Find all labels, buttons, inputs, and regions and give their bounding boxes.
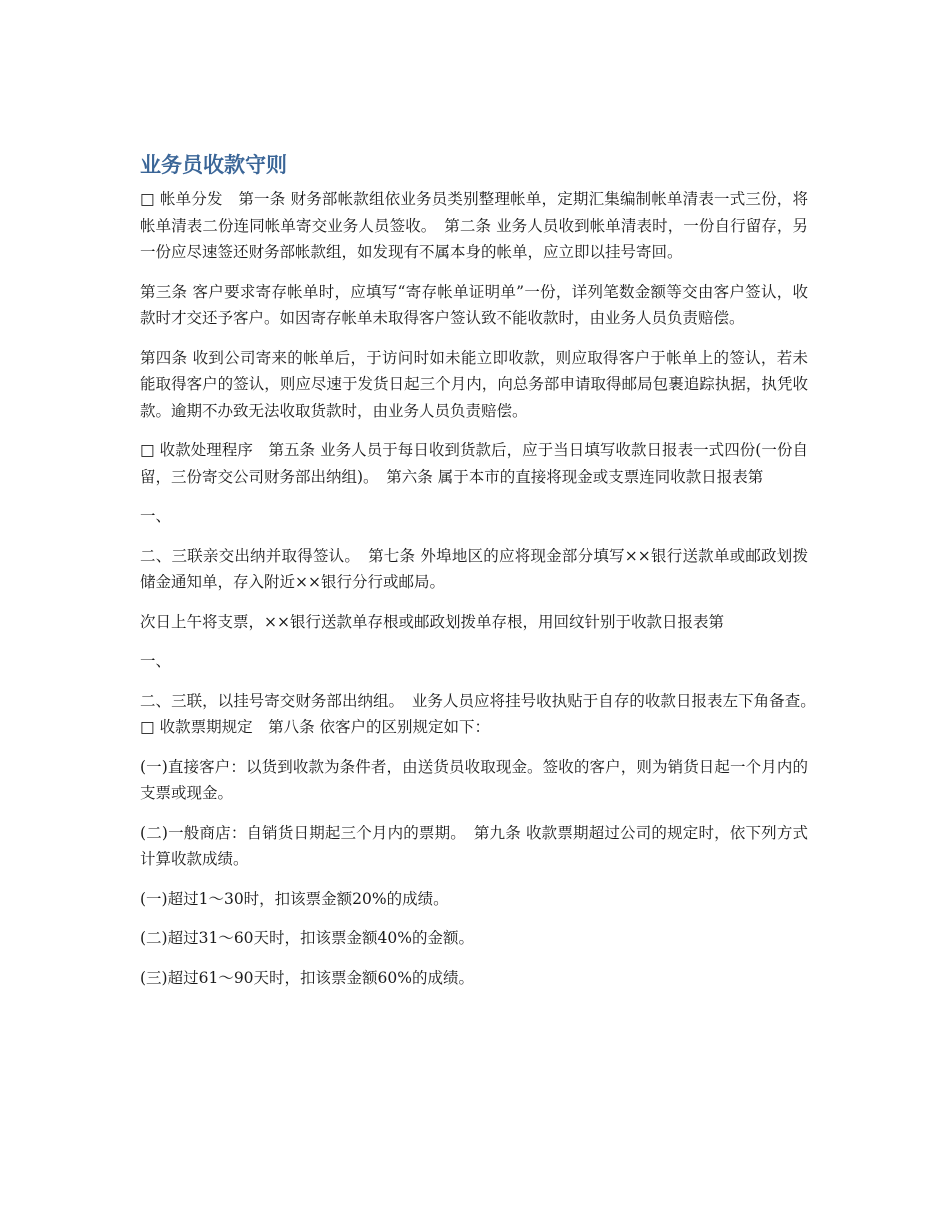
paragraph-1: □ 帐单分发 第一条 财务部帐款组依业务员类别整理帐单，定期汇集编制帐单清表一式三份，将帐单清表二份连同帐单寄交业务人员签收。 第二条 业务人员收到帐单清表时，一份自行留存，另一份应尽速签还财务部帐款组，如发现有不属本身的帐单，应立即以挂号寄回。 [140, 190, 808, 261]
paragraph-5: 一、 [140, 507, 172, 525]
document-title: 业务员收款守则 [140, 153, 287, 177]
paragraph-6: 二、三联亲交出纳并取得签认。 第七条 外埠地区的应将现金部分填写××银行送款单或邮政划拨储金通知单，存入附近××银行分行或邮局。 [140, 546, 808, 591]
paragraph-13: (二)超过31～60天时，扣该票金额40%的金额。 [140, 929, 474, 947]
paragraph-10: (一)直接客户：以货到收款为条件者，由送货员收取现金。签收的客户，则为销货日起一个月内的支票或现金。 [140, 757, 808, 802]
paragraph-4: □ 收款处理程序 第五条 业务人员于每日收到货款后，应于当日填写收款日报表一式四份(一份自留，三份寄交公司财务部出纳组)。 第六条 属于本市的直接将现金或支票连同收款日报表第 [140, 441, 808, 486]
paragraph-3: 第四条 收到公司寄来的帐单后，于访问时如未能立即收款，则应取得客户于帐单上的签认，若未能取得客户的签认，则应尽速于发货日起三个月内，向总务部申请取得邮局包裹追踪执据，执凭收款。逾期不办致无法收取货款时，由业务人员负责赔偿。 [140, 348, 808, 420]
paragraph-2: 第三条 客户要求寄存帐单时，应填写“寄存帐单证明单”一份，详列笔数金额等交由客户签认，收款时才交还予客户。如因寄存帐单未取得客户签认致不能收款时，由业务人员负责赔偿。 [140, 282, 808, 327]
paragraph-11: (二)一般商店：自销货日期起三个月内的票期。 第九条 收款票期超过公司的规定时，依下列方式计算收款成绩。 [140, 823, 808, 868]
document-body [140, 150, 824, 1004]
paragraph-12: (一)超过1～30时，扣该票金额20%的成绩。 [140, 889, 449, 908]
paragraph-14: (三)超过61～90天时，扣该票金额60%的成绩。 [140, 968, 474, 987]
paragraph-7: 次日上午将支票，××银行送款单存根或邮政划拨单存根，用回纹针别于收款日报表第 [140, 612, 724, 631]
paragraph-8: 一、 [140, 652, 172, 670]
paragraph-9: 二、三联，以挂号寄交财务部出纳组。 业务人员应将挂号收执贴于自存的收款日报表左下角备查。 □ 收款票期规定 第八条 依客户的区别规定如下： [140, 691, 824, 736]
